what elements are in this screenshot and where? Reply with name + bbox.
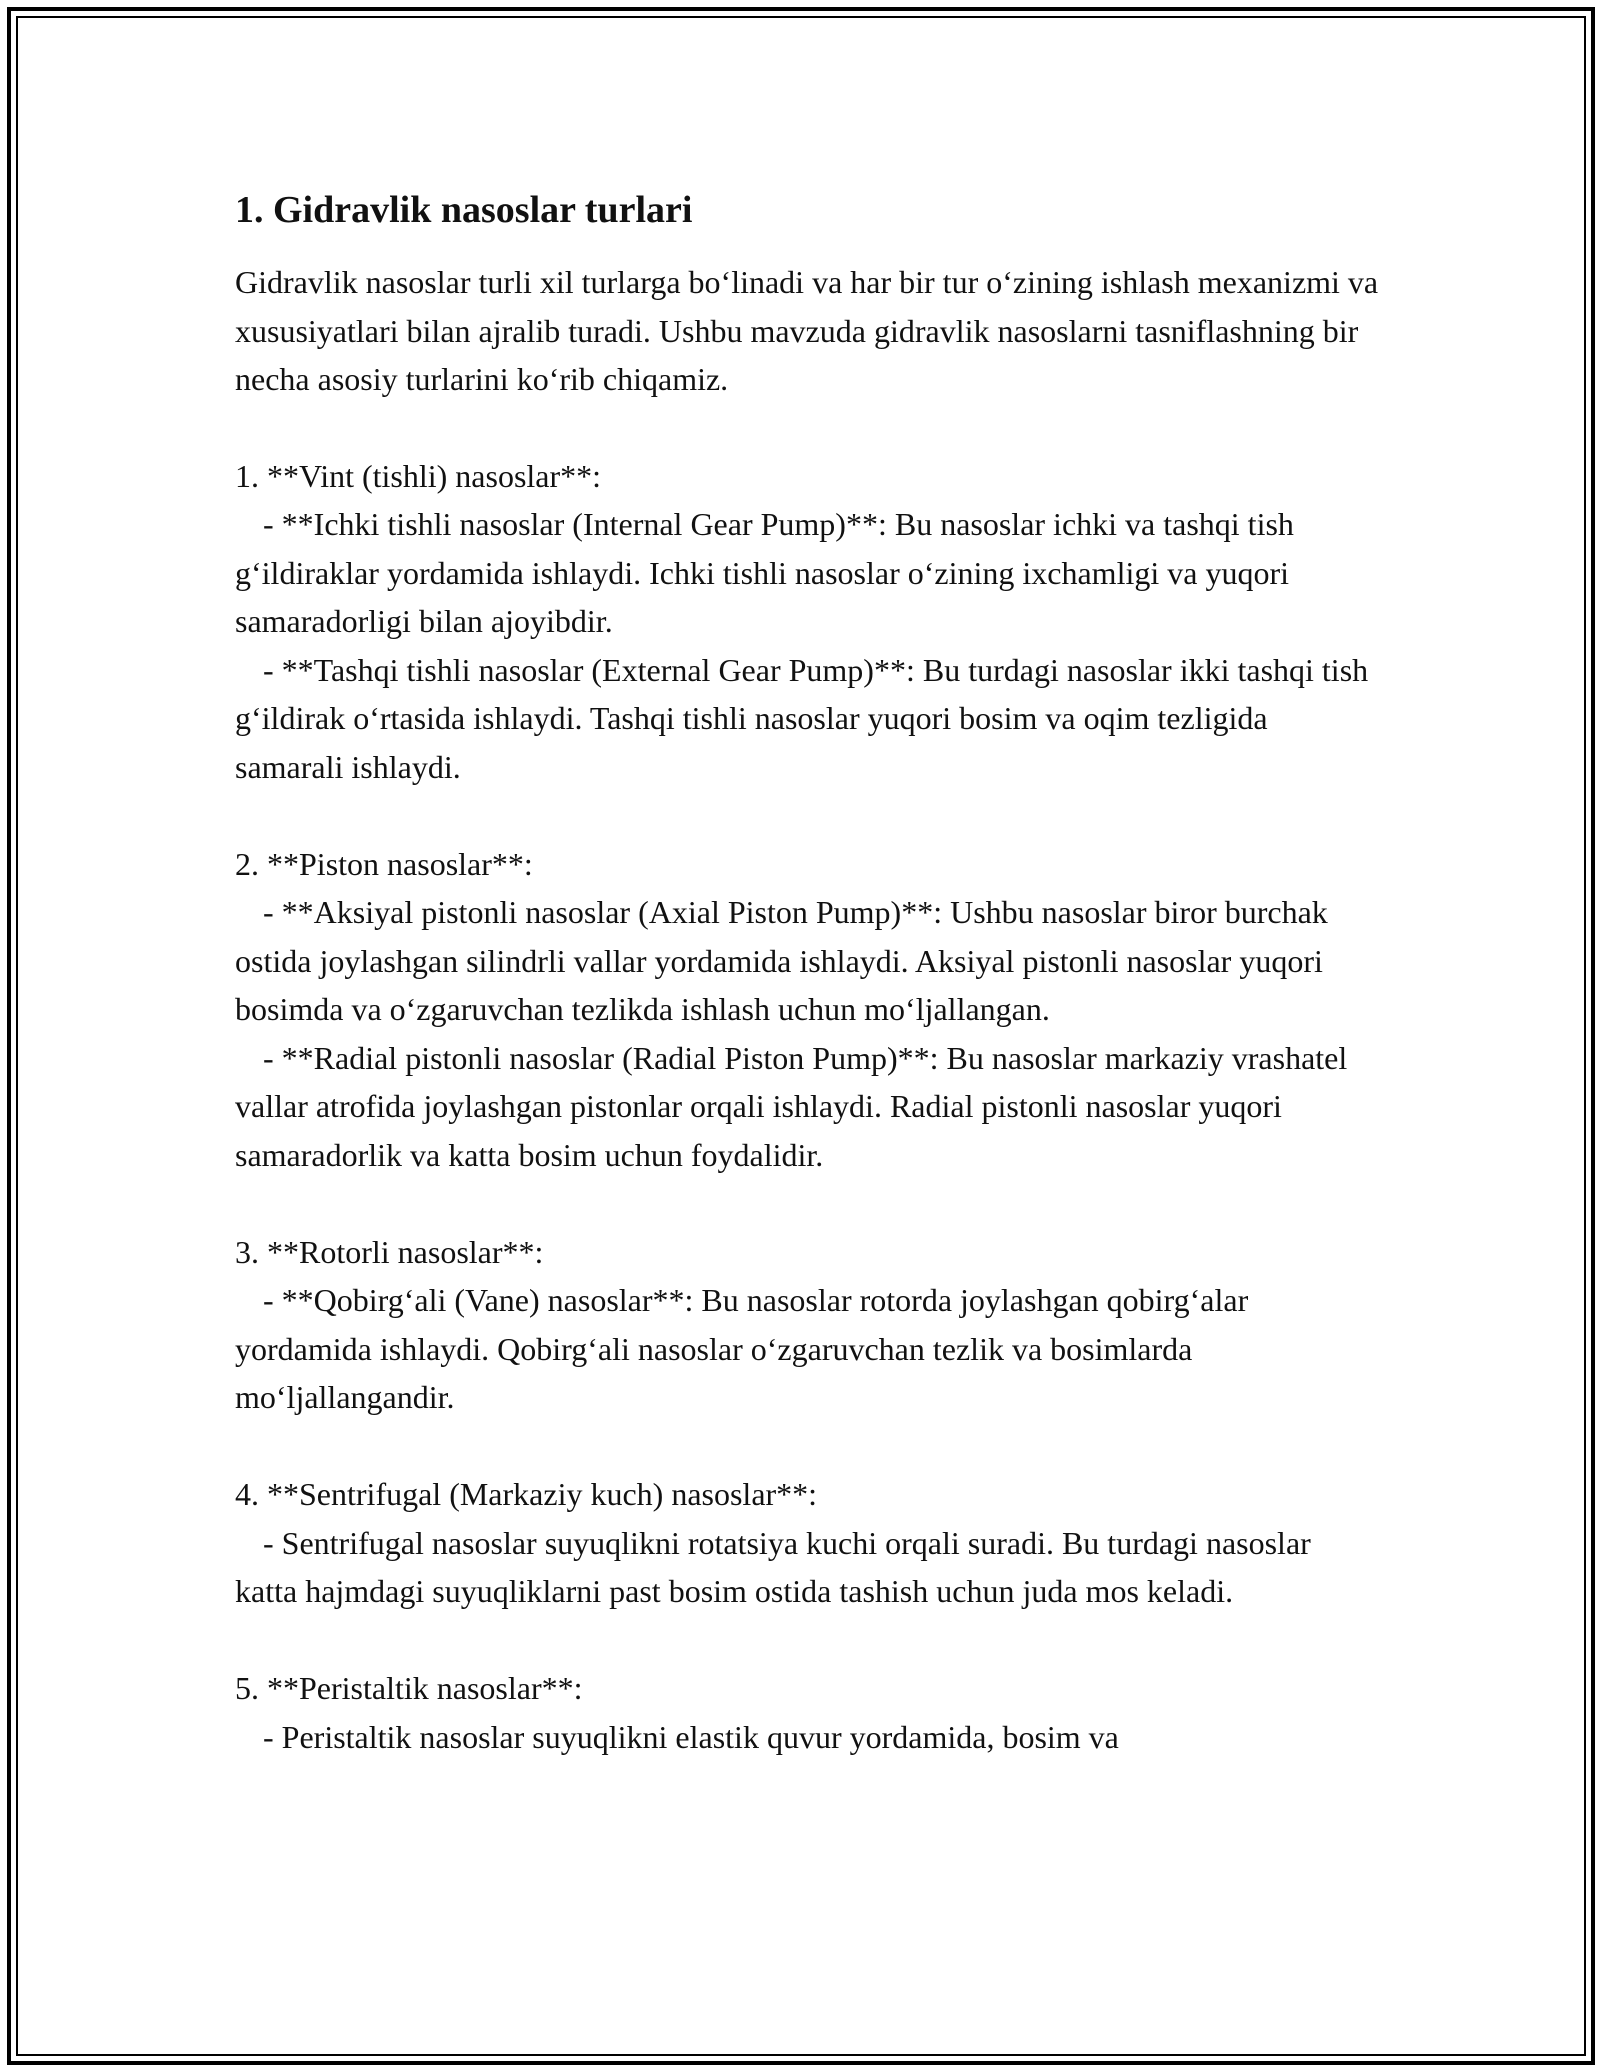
list-subitem: - **Radial pistonli nasoslar (Radial Piston Pump)**: Bu nasoslar markaziy vrashatel vallar atrofida joylashgan pistonlar orqali ishlaydi. Radial pistonli nasoslar yuqori samaradorlik va katta bosim uchun foydalidir. bbox=[235, 1039, 1348, 1173]
list-subitem: - **Aksiyal pistonli nasoslar (Axial Piston Pump)**: Ushbu nasoslar biror burchak ostida joylashgan silindrli vallar yordamida ishlaydi. Aksiyal pistonli nasoslar yuqori bosimda va o‘zgaruvchan tezlikda ishlash uchun mo‘ljallangan. bbox=[235, 894, 1328, 1027]
list-item bbox=[235, 1470, 1380, 1616]
list-item-title: 5. **Peristaltik nasoslar**: bbox=[235, 1670, 583, 1706]
list-subitem: - **Ichki tishli nasoslar (Internal Gear Pump)**: Bu nasoslar ichki va tashqi tish g‘ildiraklar yordamida ishlaydi. Ichki tishli nasoslar o‘zining ixchamligi va yuqori samaradorligi bilan ajoyibdir. bbox=[235, 506, 1294, 639]
list-item bbox=[235, 452, 1380, 792]
list-item-title: 1. **Vint (tishli) nasoslar**: bbox=[235, 457, 602, 494]
document-body bbox=[235, 186, 1380, 1761]
pump-types-list bbox=[235, 452, 1380, 1762]
list-subitem: - Peristaltik nasoslar suyuqlikni elastik quvur yordamida, bosim va bbox=[263, 1718, 1119, 1755]
list-item bbox=[235, 1664, 1380, 1761]
list-subitem: - Sentrifugal nasoslar suyuqlikni rotatsiya kuchi orqali suradi. Bu turdagi nasoslar katta hajmdagi suyuqliklarni past bosim ostida tashish uchun juda mos keladi. bbox=[235, 1524, 1311, 1609]
list-item bbox=[235, 1228, 1380, 1422]
section-heading: 1. Gidravlik nasoslar turlari bbox=[235, 189, 693, 231]
list-item-title: 4. **Sentrifugal (Markaziy kuch) nasoslar**: bbox=[235, 1476, 818, 1512]
intro-paragraph: Gidravlik nasoslar turli xil turlarga bo‘linadi va har bir tur o‘zining ishlash mexanizmi va xususiyatlari bilan ajralib turadi. Ushbu mavzuda gidravlik nasoslarni tasniflashning bir necha asosiy turlarini ko‘rib chiqamiz. bbox=[235, 264, 1379, 397]
list-subitem: - **Tashqi tishli nasoslar (External Gear Pump)**: Bu turdagi nasoslar ikki tashqi tish g‘ildirak o‘rtasida ishlaydi. Tashqi tishli nasoslar yuqori bosim va oqim tezligida samarali ishlaydi. bbox=[235, 651, 1369, 785]
list-item-title: 3. **Rotorli nasoslar**: bbox=[235, 1233, 544, 1270]
list-item-title: 2. **Piston nasoslar**: bbox=[235, 845, 533, 882]
list-item bbox=[235, 840, 1380, 1180]
list-subitem: - **Qobirg‘ali (Vane) nasoslar**: Bu nasoslar rotorda joylashgan qobirg‘alar yordamida ishlaydi. Qobirg‘ali nasoslar o‘zgaruvchan tezlik va bosimlarda mo‘ljallangandir. bbox=[235, 1282, 1249, 1415]
